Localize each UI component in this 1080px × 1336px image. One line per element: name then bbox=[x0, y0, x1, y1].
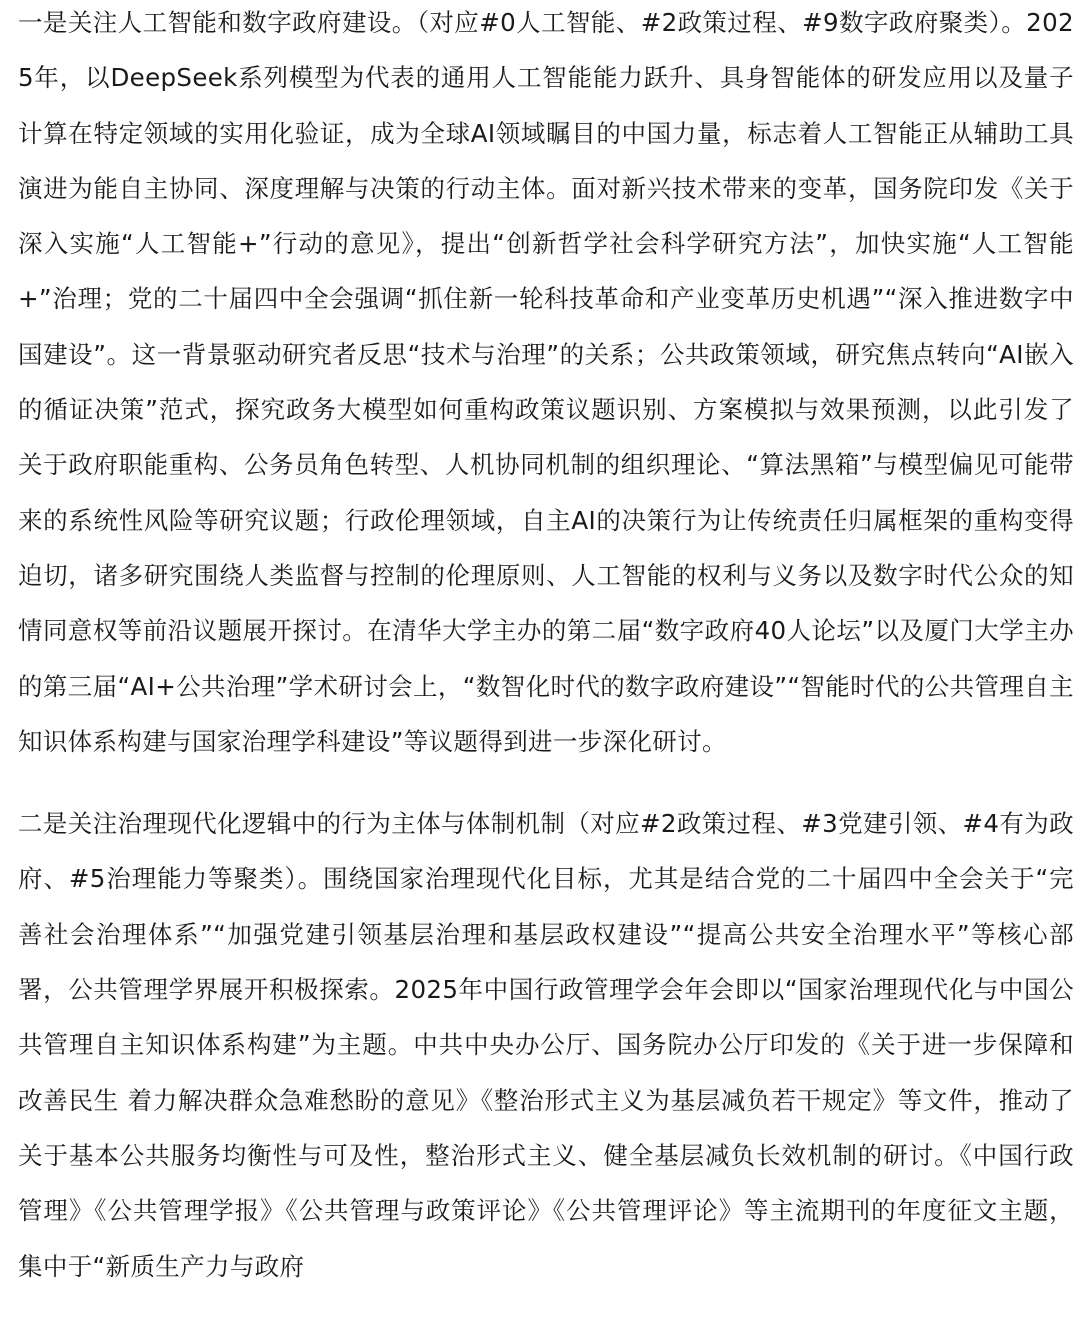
paragraph-ai-digital-government: 一是关注人工智能和数字政府建设。（对应#0人工智能、#2政策过程、#9数字政府聚类）。2025年，以DeepSeek系列模型为代表的通用人工智能能力跃升、具身智能体的研发应用以及量子计算在特定领域的实用化验证，成为全球AI领域瞩目的中国力量，标志着人工智能正从辅助工具演进为能自主协同、深度理解与决策的行动主体。面对新兴技术带来的变革，国务院印发《关于深入实施“人工智能+”行动的意见》，提出“创新哲学社会科学研究方法”，加快实施“人工智能+”治理；党的二十届四中全会强调“抓住新一轮科技革命和产业变革历史机遇”“深入推进数字中国建设”。这一背景驱动研究者反思“技术与治理”的关系；公共政策领域，研究焦点转向“AI嵌入的循证决策”范式，探究政务大模型如何重构政策议题识别、方案模拟与效果预测，以此引发了关于政府职能重构、公务员角色转型、人机协同机制的组织理论、“算法黑箱”与模型偏见可能带来的系统性风险等研究议题；行政伦理领域，自主AI的决策行为让传统责任归属框架的重构变得迫切，诸多研究围绕人类监督与控制的伦理原则、人工智能的权利与义务以及数字时代公众的知情同意权等前沿议题展开探讨。在清华大学主办的第二届“数字政府40人论坛”以及厦门大学主办的第三届“AI+公共治理”学术研讨会上，“数智化时代的数字政府建设”“智能时代的公共管理自主知识体系构建与国家治理学科建设”等议题得到进一步深化研讨。 bbox=[18, 8, 1074, 756]
paragraph-governance-modernization: 二是关注治理现代化逻辑中的行为主体与体制机制（对应#2政策过程、#3党建引领、#4有为政府、#5治理能力等聚类）。围绕国家治理现代化目标，尤其是结合党的二十届四中全会关于“完善社会治理体系”“加强党建引领基层治理和基层政权建设”“提高公共安全治理水平”等核心部署，公共管理学界展开积极探索。2025年中国行政管理学会年会即以“国家治理现代化与中国公共管理自主知识体系构建”为主题。中共中央办公厅、国务院办公厅印发的《关于进一步保障和改善民生 着力解决群众急难愁盼的意见》《整治形式主义为基层减负若干规定》等文件，推动了关于基本公共服务均衡性与可及性，整治形式主义、健全基层减负长效机制的研讨。《中国行政管理》《公共管理学报》《公共管理与政策评论》《公共管理评论》等主流期刊的年度征文主题，集中于“新质生产力与政府 bbox=[18, 809, 1074, 1281]
article-body bbox=[18, 0, 1074, 1294]
